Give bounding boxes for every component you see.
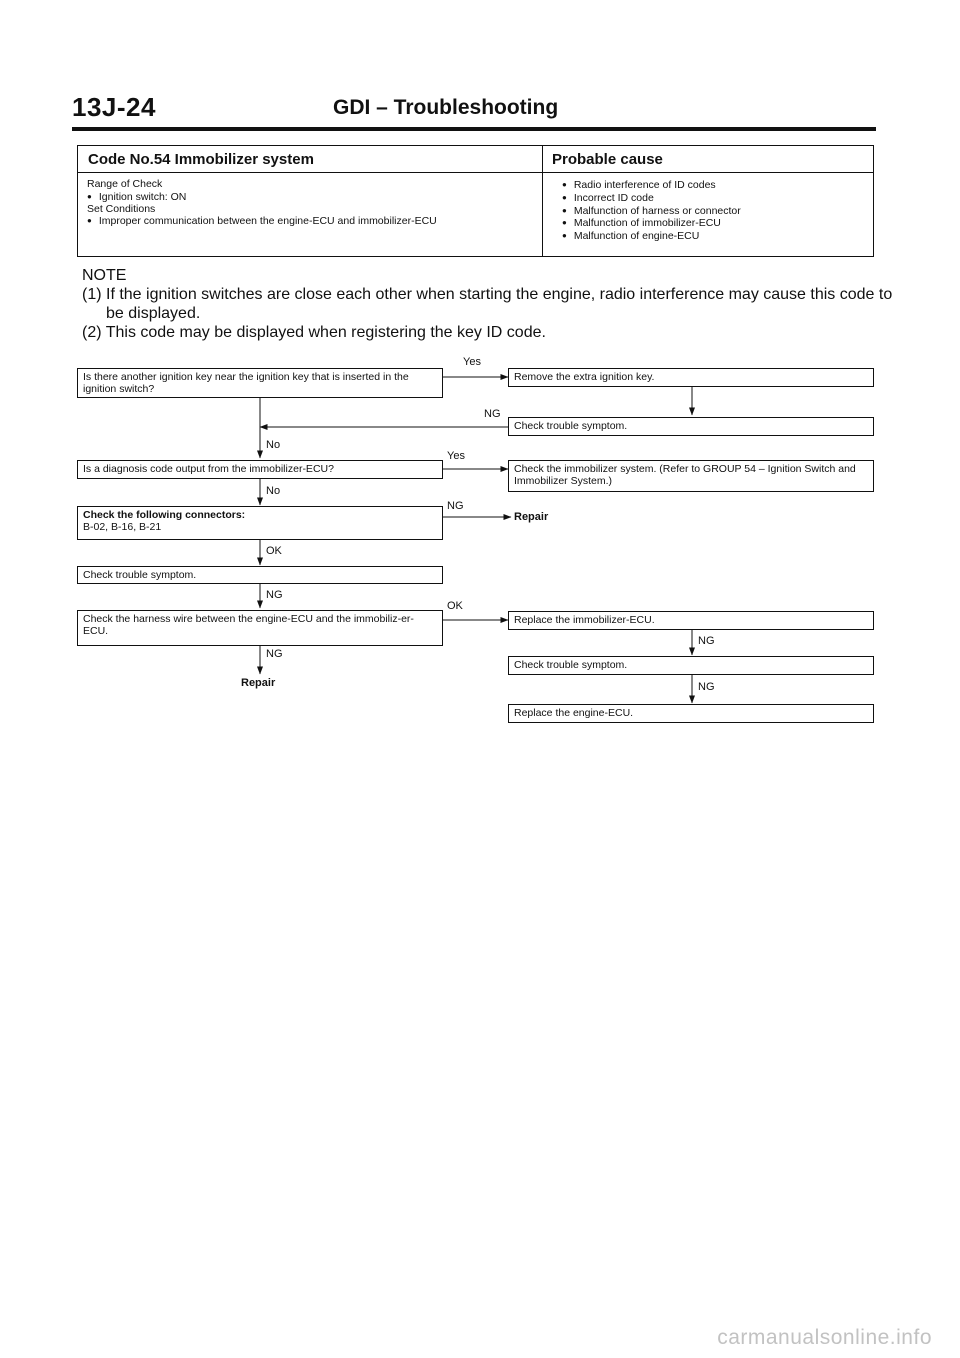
set-condition-item: ● Improper communication between the engine-ECU and immobilizer-ECU: [87, 215, 542, 228]
watermark-text: carmanualsonline.info: [717, 1326, 932, 1349]
check-symptom-box-3: Check trouble symptom.: [508, 656, 874, 675]
q1-box: Is there another ignition key near the ignition key that is inserted in the ignition switch?: [77, 368, 443, 398]
harness-check-box: Check the harness wire between the engine-ECU and the immobiliz-er-ECU.: [77, 610, 443, 646]
page-title: GDI – Troubleshooting: [333, 96, 559, 119]
range-item: ● Ignition switch: ON: [87, 191, 542, 204]
cause-item: ● Malfunction of immobilizer-ECU: [562, 217, 873, 230]
replace-immobilizer-box: Replace the immobilizer-ECU.: [508, 611, 874, 630]
repair-label-2: Repair: [241, 677, 276, 689]
range-label: Range of Check: [87, 178, 163, 190]
connectors-box: [77, 506, 443, 540]
symptom3-ng-label: NG: [698, 681, 715, 693]
note-item: (1) If the ignition switches are close each other when starting the engine, radio interference may cause this code to be displayed.: [82, 286, 893, 322]
connectors-list: B-02, B-16, B-21: [83, 521, 162, 533]
replace-engine-ecu-box: Replace the engine-ECU.: [508, 704, 874, 723]
harness-ok-label: OK: [447, 600, 463, 612]
harness-ng-label: NG: [266, 648, 283, 660]
symptom-ng-label: NG: [266, 589, 283, 601]
connectors-ng-label: NG: [447, 500, 464, 512]
connectors-title: Check the following connectors:: [83, 509, 246, 521]
q1-no-label: No: [266, 439, 281, 451]
check-immobilizer-box: Check the immobilizer system. (Refer to GROUP 54 – Ignition Switch and Immobilizer System.): [508, 460, 874, 492]
q2-no-label: No: [266, 485, 281, 497]
connectors-ok-label: OK: [266, 545, 282, 557]
cause-item: ● Malfunction of harness or connector: [562, 205, 873, 218]
check1-ng-label: NG: [484, 408, 501, 420]
cause-item: ● Malfunction of engine-ECU: [562, 230, 873, 243]
replace-immo-ng-label: NG: [698, 635, 715, 647]
q2-box: Is a diagnosis code output from the immobilizer-ECU?: [77, 460, 443, 479]
remove-key-box: Remove the extra ignition key.: [508, 368, 874, 387]
repair-label-1: Repair: [514, 511, 549, 523]
code-title: Code No.54 Immobilizer system: [78, 146, 542, 173]
note-item: (2) This code may be displayed when registering the key ID code.: [82, 324, 546, 341]
note-heading: NOTE: [82, 267, 127, 284]
cause-item: ● Incorrect ID code: [562, 192, 873, 205]
q1-yes-label: Yes: [463, 356, 481, 368]
check-symptom-box-1: Check trouble symptom.: [508, 417, 874, 436]
cause-item: ● Radio interference of ID codes: [562, 179, 873, 192]
check-symptom-box-2: Check trouble symptom.: [77, 566, 443, 584]
probable-cause-title: Probable cause: [542, 146, 873, 173]
page-number: 13J-24: [72, 92, 156, 122]
set-conditions-label: Set Conditions: [87, 202, 156, 215]
q2-yes-label: Yes: [447, 450, 465, 462]
